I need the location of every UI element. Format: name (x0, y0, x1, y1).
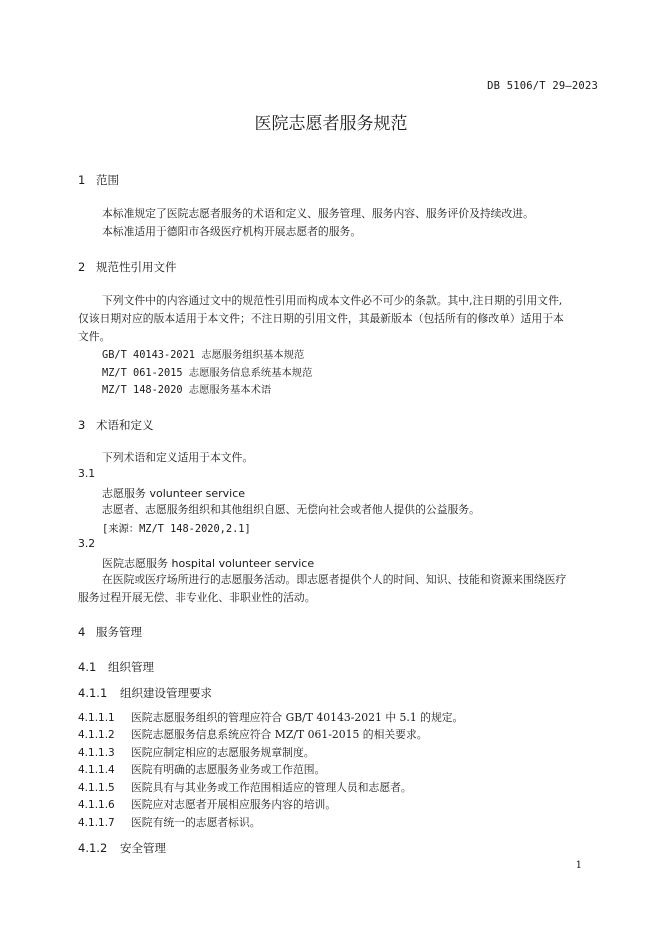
clause-number: 4.1.1.5 (78, 782, 115, 794)
term-source: [来源：MZ/T 148-2020,2.1] (102, 523, 251, 535)
paragraph-line: 下列文件中的内容通过文中的规范性引用而构成本文件必不可少的条款。其中,注日期的引用文件, (102, 294, 563, 307)
section-title: 术语和定义 (96, 418, 154, 432)
clause-number: 4.1.1.1 (78, 712, 115, 724)
term-number: 3.1 (78, 467, 96, 480)
normative-reference: MZ/T 148-2020 志愿服务基本术语 (102, 384, 272, 396)
term-definition: 志愿者、志愿服务组织和其他组织自愿、无偿向社会或者他人提供的公益服务。 (102, 503, 480, 516)
clause-number: 4.1.1.3 (78, 747, 115, 759)
document-title: 医院志愿者服务规范 (254, 114, 408, 134)
paragraph-line: 仅该日期对应的版本适用于本文件；不注日期的引用文件，其最新版本（包括所有的修改单）适用于本 (78, 312, 564, 325)
clause-text: 医院具有与其业务或工作范围相适应的管理人员和志愿者。 (131, 781, 412, 794)
term-name: 医院志愿服务 hospital volunteer service (102, 557, 315, 570)
subsection-title: 组织建设管理要求 (120, 686, 212, 700)
subsection-title: 安全管理 (120, 841, 166, 855)
term-number: 3.2 (78, 537, 96, 550)
paragraph: 本标准适用于德阳市各级医疗机构开展志愿者的服务。 (102, 225, 362, 238)
section-number: 1 (78, 173, 86, 187)
clause-text: 医院应对志愿者开展相应服务内容的培训。 (131, 798, 337, 811)
clause-item (78, 762, 325, 777)
paragraph-line: 文件。 (78, 330, 111, 343)
clause-text: 医院有明确的志愿服务业务或工作范围。 (131, 763, 326, 776)
clause-item (78, 727, 428, 742)
clause-item (78, 745, 315, 760)
subsection-number: 4.1 (78, 660, 97, 674)
subsection-4-1-2-heading (78, 840, 166, 856)
normative-reference: MZ/T 061-2015 志愿服务信息系统基本规范 (102, 367, 313, 379)
clause-number: 4.1.1.6 (78, 799, 115, 811)
subsection-4-1-heading (78, 659, 154, 675)
section-title: 范围 (96, 173, 119, 187)
term-definition: 服务过程开展无偿、非专业化、非职业性的活动。 (78, 591, 316, 604)
term-name: 志愿服务 volunteer service (102, 487, 246, 500)
clause-item (78, 815, 261, 830)
section-4-heading (78, 624, 142, 640)
section-number: 4 (78, 625, 86, 639)
clause-number: 4.1.1.2 (78, 729, 115, 741)
paragraph: 下列术语和定义适用于本文件。 (102, 451, 254, 464)
clause-text: 医院志愿服务组织的管理应符合 GB/T 40143-2021 中 5.1 的规定。 (131, 711, 464, 724)
paragraph: 本标准规定了医院志愿者服务的术语和定义、服务管理、服务内容、服务评价及持续改进。 (102, 207, 534, 220)
section-3-heading (78, 417, 154, 433)
section-2-heading (78, 259, 177, 275)
section-title: 服务管理 (96, 625, 142, 639)
clause-item (78, 710, 463, 725)
clause-number: 4.1.1.4 (78, 764, 115, 776)
section-1-heading (78, 172, 119, 188)
standard-code: DB 5106/T 29—2023 (487, 80, 598, 92)
clause-text: 医院有统一的志愿者标识。 (131, 816, 261, 829)
subsection-title: 组织管理 (108, 660, 154, 674)
subsection-4-1-1-heading (78, 685, 212, 701)
clause-item (78, 780, 412, 795)
section-number: 2 (78, 260, 86, 274)
clause-text: 医院志愿服务信息系统应符合 MZ/T 061-2015 的相关要求。 (131, 728, 428, 741)
normative-reference: GB/T 40143-2021 志愿服务组织基本规范 (102, 349, 305, 361)
section-title: 规范性引用文件 (96, 260, 177, 274)
page-number: 1 (575, 860, 582, 871)
subsection-number: 4.1.2 (78, 841, 108, 855)
subsection-number: 4.1.1 (78, 686, 108, 700)
clause-number: 4.1.1.7 (78, 817, 115, 829)
clause-item (78, 797, 336, 812)
section-number: 3 (78, 418, 86, 432)
clause-text: 医院应制定相应的志愿服务规章制度。 (131, 746, 315, 759)
term-definition: 在医院或医疗场所进行的志愿服务活动。即志愿者提供个人的时间、知识、技能和资源来围绕医疗 (102, 573, 567, 586)
